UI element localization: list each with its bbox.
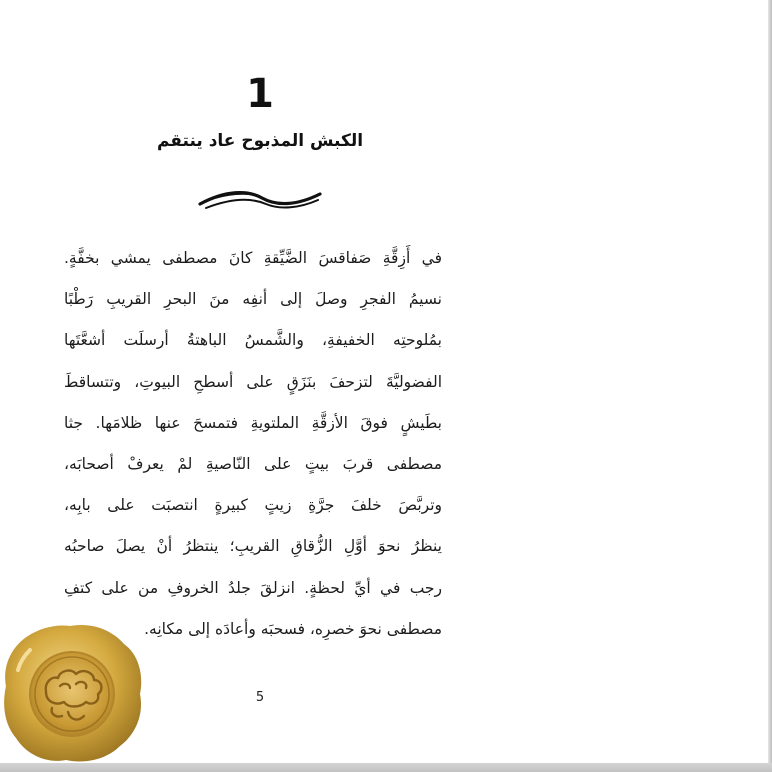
text-line: رجب في أيِّ لحظةٍ. انزلقَ جلدُ الخروفِ من على كتفِ [64, 578, 442, 597]
text-line: في أَزِقَّةِ صَفاقسَ الضَّيِّقةِ كانَ مصطفى يمشي بخفَّةٍ. [64, 249, 442, 267]
wax-seal-icon [0, 620, 146, 766]
text-line: بطَيشٍ فوقَ الأزقَّةِ الملتويةِ فتمسحَ عنها ظلامَها. جثا [64, 413, 442, 432]
page-number: 5 [255, 690, 265, 705]
page-edge [768, 0, 772, 772]
text-line: مصطفى نحوَ خصرِه، فسحبَه وأعادَه إلى مكانِه. [144, 619, 442, 638]
chapter-title: الكبش المذبوح عاد ينتقم [156, 131, 364, 151]
chapter-number: 1 [246, 71, 274, 117]
text-line: وتربَّصَ خلفَ جرَّةِ زيتٍ كبيرةٍ انتصبَت على بابِه، [64, 496, 442, 515]
text-line: مصطفى قربَ بيتٍ على النّاصيةِ لمْ يعرفْ أصحابَه، [64, 455, 442, 474]
text-line: بمُلوحتِه الخفيفةِ، والشَّمسُ الباهتةُ أرسلَت أشعَّتَها [64, 331, 442, 350]
body-paragraph [64, 238, 442, 650]
text-line: نسيمُ الفجرِ وصلَ إلى أنفِه منَ البحرِ القريبِ رَطْبًا [64, 290, 442, 309]
text-line: الفضوليَّةَ لتزحفَ بنَزَقٍ على أسطحِ البيوتِ، وتتساقطَ [64, 372, 442, 391]
text-line: ينظرُ نحوَ أوَّلِ الزُّقاقِ القريبِ؛ ينتظرُ أنْ يصلَ صاحبُه [64, 537, 442, 556]
wave-ornament-icon [196, 186, 324, 214]
